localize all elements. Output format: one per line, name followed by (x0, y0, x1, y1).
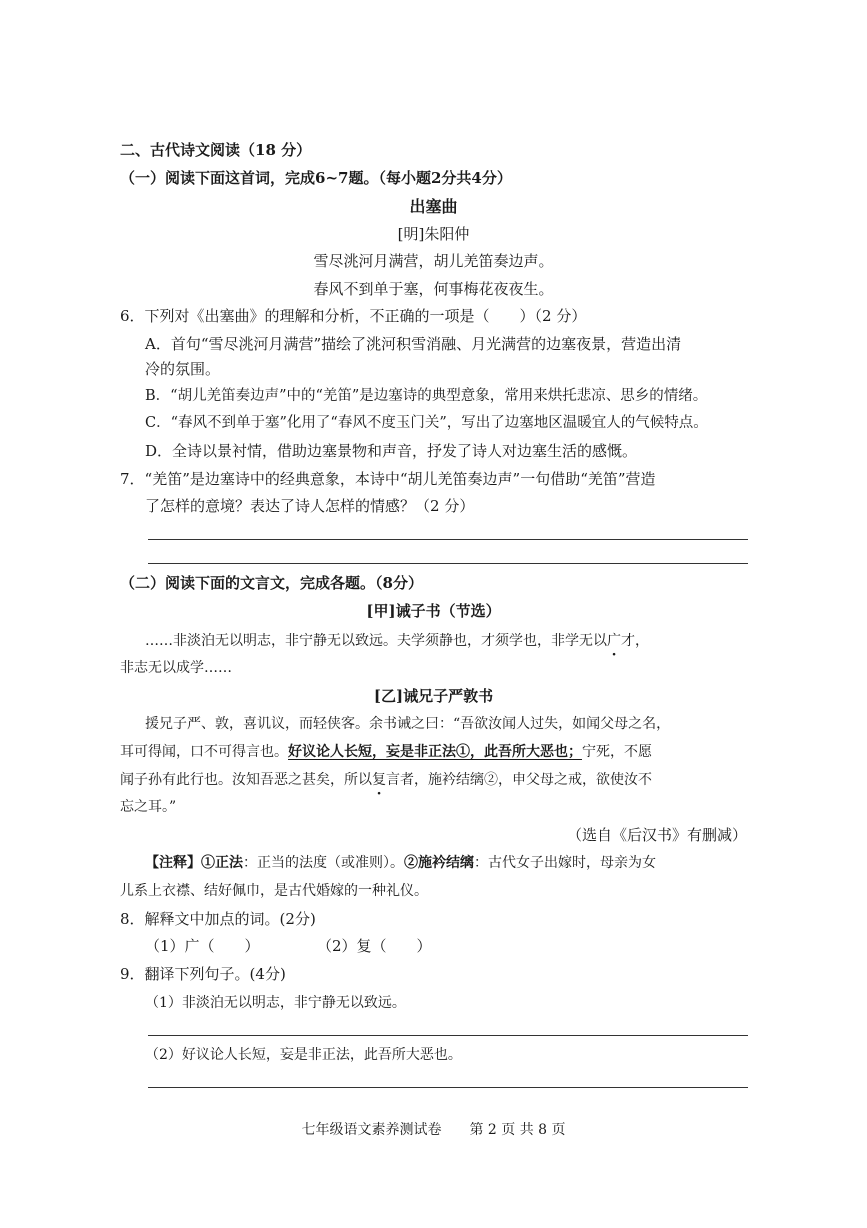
text-segment: ……非淡泊无以明志，非宁静无以致远。夫学须静也，才须学也，非学无以 (145, 633, 607, 649)
answer-line (148, 1087, 748, 1088)
text-yi-line-2 (120, 742, 652, 762)
text-segment: 才， (621, 633, 649, 649)
poem-title: 出塞曲 (409, 197, 458, 216)
answer-line (148, 539, 748, 540)
text-yi-source: （选自《后汉书》有删减） (566, 826, 747, 844)
question-9-stem: 9．翻译下列句子。(4分) (120, 965, 286, 983)
text-yi-title: [乙]诫兄子严敦书 (373, 687, 494, 705)
question-8-item-1: （1）广（ ） (145, 937, 260, 955)
note-term: ①正法 (201, 855, 243, 871)
question-6-option-d: D．全诗以景衬情，借助边塞景物和声音，抒发了诗人对边塞生活的感慨。 (145, 442, 638, 460)
question-9-item-1: （1）非淡泊无以明志，非宁静无以致远。 (145, 995, 406, 1011)
notes-line-1 (145, 853, 656, 873)
note-text: ：古代女子出嫁时，母亲为女 (474, 855, 656, 871)
answer-line (148, 1035, 748, 1036)
question-9-item-2: （2）好议论人长短，妄是非正法，此吾所大恶也。 (145, 1047, 462, 1063)
notes-label: 【注释】 (145, 855, 201, 871)
poem-line-2: 春风不到单于塞，何事梅花夜夜生。 (313, 280, 554, 298)
note-text: ：正当的法度（或准则）。 (243, 855, 404, 871)
text-segment: 闻子孙有此行也。汝知吾恶之甚矣，所以 (120, 772, 372, 788)
question-6-stem: 6．下列对《出塞曲》的理解和分析，不正确的一项是（ ）（2 分） (120, 307, 587, 325)
underlined-sentence: 好议论人长短，妄是非正法①，此吾所大恶也； (288, 744, 582, 760)
note-term: ②施衿结缡 (404, 855, 474, 871)
question-8-item-2: （2）复（ ） (317, 937, 432, 955)
section-title: 二、古代诗文阅读（18 分） (120, 141, 312, 159)
answer-line (148, 563, 748, 564)
question-8-stem: 8．解释文中加点的词。(2分) (120, 910, 316, 928)
part2-intro: （二）阅读下面的文言文，完成各题。（8分） (120, 574, 423, 592)
text-jia-title: [甲]诫子书（节选） (366, 602, 501, 620)
poem-author: [明]朱阳仲 (397, 225, 470, 243)
page-footer: 七年级语文素养测试卷 第 2 页 共 8 页 (301, 1122, 566, 1138)
text-yi-line-1: 援兄子严、敦，喜讥议，而轻侠客。余书诫之曰：“吾欲汝闻人过失，如闻父母之名， (145, 716, 671, 732)
text-segment: 言者，施衿结缡②，申父母之戒，欲使汝不 (386, 772, 652, 788)
question-6-option-a: A．首句“雪尽洮河月满营”描绘了洮河积雪消融、月光满营的边塞夜景，营造出清 (145, 335, 682, 353)
dotted-word: 广 (607, 633, 621, 649)
question-6-option-a-cont: 冷的氛围。 (145, 360, 221, 378)
text-jia-line-2: 非志无以成学…… (120, 660, 232, 676)
part1-intro: （一）阅读下面这首词，完成6~7题。（每小题2分共4分） (120, 169, 512, 187)
text-yi-line-3 (120, 770, 652, 790)
notes-line-2: 儿系上衣襟、结好佩巾，是古代婚嫁的一种礼仪。 (120, 883, 428, 899)
text-jia-line-1 (145, 631, 649, 651)
question-7-line-2: 了怎样的意境？表达了诗人怎样的情感？（2 分） (145, 497, 475, 515)
question-7-line-1: 7．“羌笛”是边塞诗中的经典意象，本诗中“胡儿羌笛奏边声”一句借助“羌笛”营造 (120, 470, 656, 488)
text-yi-line-4: 忘之耳。” (120, 799, 177, 815)
poem-line-1: 雪尽洮河月满营，胡儿羌笛奏边声。 (313, 252, 554, 270)
question-6-option-b: B．“胡儿羌笛奏边声”中的“羌笛”是边塞诗的典型意象，常用来烘托悲凉、思乡的情绪。 (145, 388, 708, 404)
text-segment: 耳可得闻，口不可得言也。 (120, 744, 288, 760)
text-segment: 宁死，不愿 (582, 744, 652, 760)
question-6-option-c: C．“春风不到单于塞”化用了“春风不度玉门关”，写出了边塞地区温暖宜人的气候特点。 (145, 415, 708, 431)
dotted-word: 复 (372, 772, 386, 788)
